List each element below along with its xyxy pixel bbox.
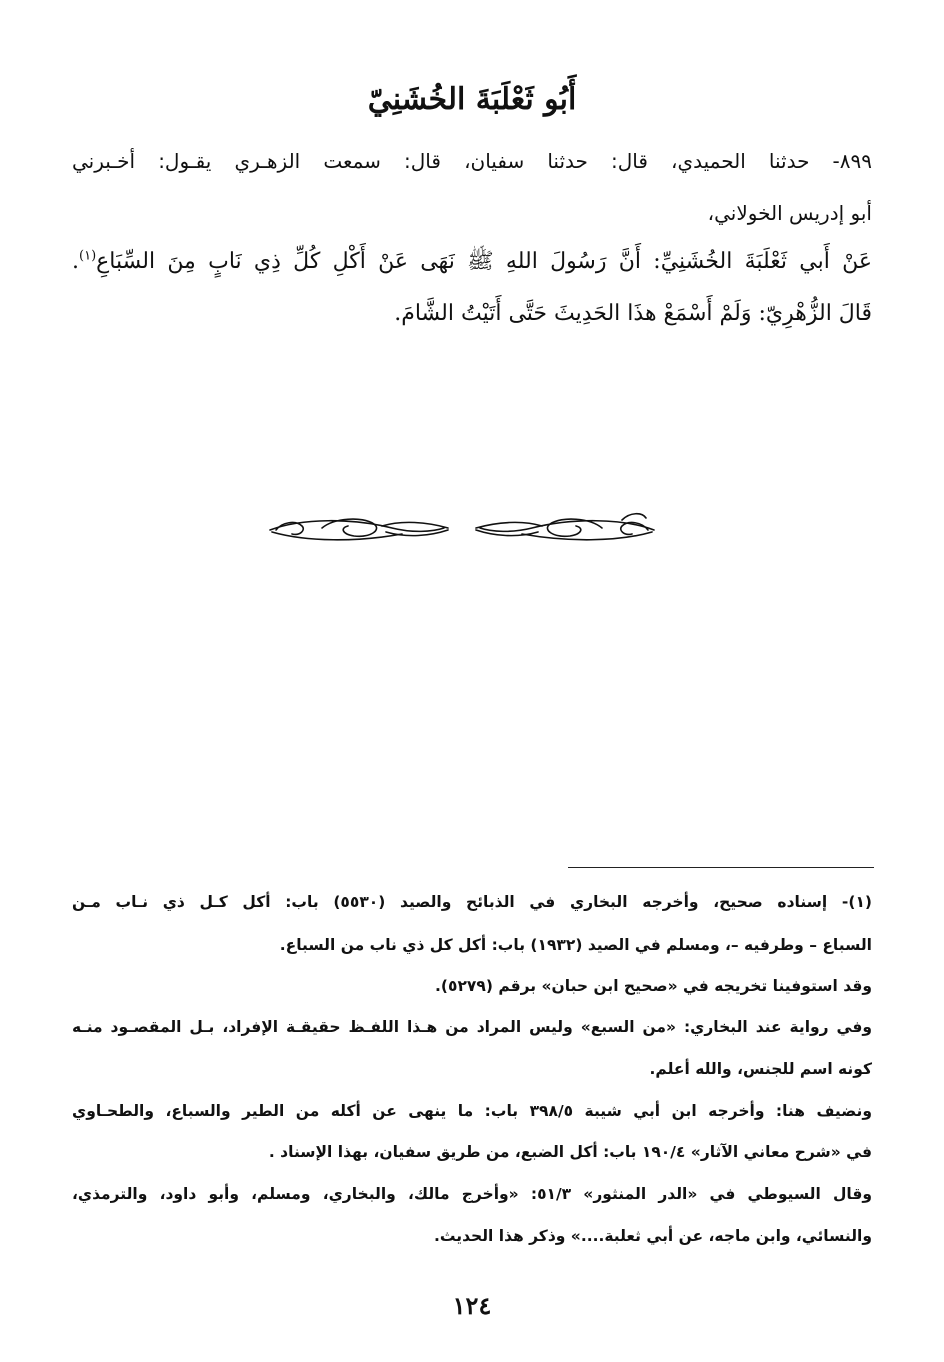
footnote-reference: (١) — [79, 248, 97, 264]
hadith-matn-line-1 — [72, 242, 872, 282]
footnote-line-7: في «شرح معاني الآثار» ١٩٠/٤ باب: أكل الضبع، من طريق سفيان، بهذا الإسناد . — [268, 1143, 872, 1161]
footnote-line-3: وقد استوفينا تخريجه في «صحيح ابن حبان» برقم (٥٢٧٩). — [435, 977, 872, 995]
hadith-isnad-line-1: ٨٩٩- حدثنا الحميدي، قال: حدثنا سفيان، قال: سمعت الزهـري يقـول: أخـبرني — [72, 149, 872, 173]
footnote-line-4: وفي رواية عند البخاري: «من السبع» وليس المراد من هـذا اللفـظ حقيقـة الإفراد، بـل المقصـود منـه — [72, 1018, 872, 1036]
hadith-matn-text: عَنْ أَبي ثَعْلَبَةَ الخُشَنِيِّ: أَنَّ رَسُولَ اللهِ ﷺ نَهَى عَنْ أَكْلِ كُلِّ ذِي نَابٍ مِنَ السِّبَاعِ — [96, 249, 872, 274]
section-title: أَبُو ثَعْلَبَةَ الخُشَنِيّ — [367, 82, 577, 117]
hadith-matn-line-2: قَالَ الزُّهْرِيّ: وَلَمْ أَسْمَعْ هذَا الحَدِيثَ حَتَّى أَتَيْتُ الشَّامَ. — [394, 301, 872, 326]
footnote-line-6: ونضيف هنا: وأخرجه ابن أبي شيبة ٣٩٨/٥ باب: ما ينهى عن أكله من الطير والسباع، والطحـاوي — [72, 1102, 872, 1120]
footnote-line-1: (١)- إسناده صحيح، وأخرجه البخاري في الذبائح والصيد (٥٥٣٠) باب: أكل كـل ذي نـاب مـن — [72, 893, 872, 911]
hadith-matn-period: . — [72, 249, 79, 274]
hadith-isnad-line-2: أبو إدريس الخولاني، — [707, 201, 872, 225]
footnote-line-8: وقال السيوطي في «الدر المنثور» ٥١/٣: «وأخرج مالك، والبخاري، ومسلم، وأبو داود، والترمذي، — [72, 1185, 873, 1203]
floral-divider-icon — [262, 508, 662, 548]
footnote-line-2: السباع – وطرفيه –، ومسلم في الصيد (١٩٣٢) باب: أكل كل ذي ناب من السباع. — [279, 936, 872, 954]
footnote-line-5: كونه اسم للجنس، والله أعلم. — [649, 1060, 872, 1078]
footnote-separator — [568, 867, 874, 868]
footnote-line-9: والنسائي، وابن ماجه، عن أبي ثعلبة....» وذكر هذا الحديث. — [433, 1227, 872, 1245]
page-number: ١٢٤ — [452, 1291, 492, 1320]
